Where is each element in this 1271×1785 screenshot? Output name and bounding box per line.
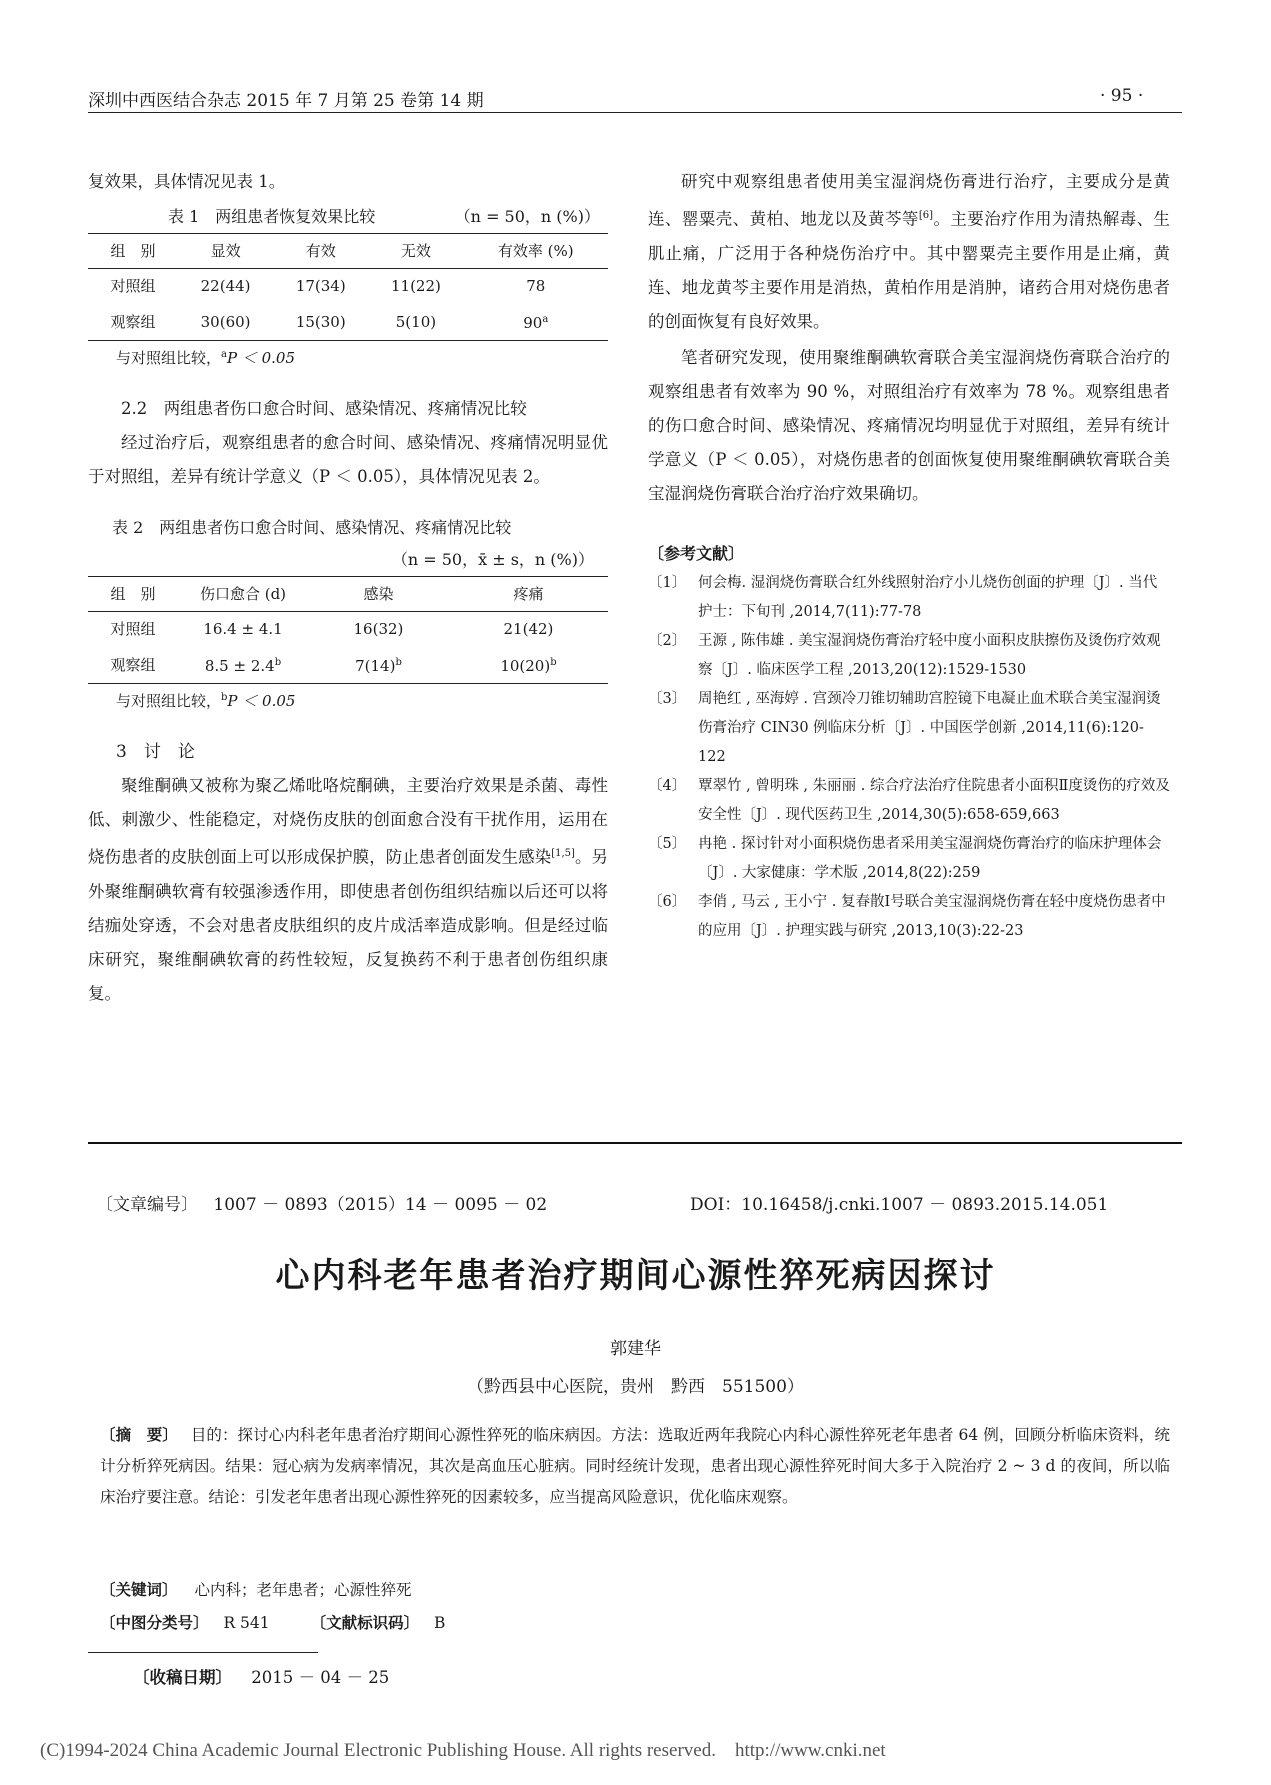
article-separator <box>88 1142 1182 1144</box>
section-3-title: 3 讨 论 <box>116 742 195 762</box>
table-cell: 21(42) <box>503 620 554 638</box>
received-date <box>133 1664 389 1688</box>
table-header-cell: 有效率 (%) <box>464 234 608 269</box>
table-header-row <box>88 577 608 612</box>
reference-item <box>648 888 1170 946</box>
table-cell: 17(34) <box>295 277 346 295</box>
abstract-text: 目的：探讨心内科老年患者治疗期间心源性猝死的临床病因。方法：选取近两年我院心内科心源性猝死老年患者 64 例，回顾分析临床资料，统计分析猝死病因。结果：冠心病为发病率情况，其次是高血压心脏病。同时经统计发现，患者出现心源性猝死时间大多于入院治疗 2 ~ 3 d 的夜间，所以临床治疗要注意。结论：引发老年患者出现心源性猝死的因素较多，应当提高风险意识，优化临床观察。 <box>100 1426 1170 1506</box>
article-author: 郭建华 <box>610 1339 661 1359</box>
table-cell: 对照组 <box>110 277 156 295</box>
keywords <box>100 1575 411 1606</box>
table-cell-value: 90 <box>523 314 543 332</box>
section-2-2-body: 经过治疗后，观察组患者的愈合时间、感染情况、疼痛情况明显优于对照组，差异有统计学意义（P ＜ 0.05），具体情况见表 2。 <box>88 433 608 486</box>
article-title: 心内科老年患者治疗期间心源性猝死病因探讨 <box>275 1256 996 1296</box>
citation: [1,5] <box>551 848 575 859</box>
section-3-body <box>88 769 608 1011</box>
reference-text: 冉艳 . 探讨针对小面积烧伤患者采用美宝湿润烧伤膏治疗的临床护理体会〔J〕. 大家健康：学术版 ,2014,8(22):259 <box>698 835 1162 881</box>
section-3-text: 聚维酮碘又被称为聚乙烯吡咯烷酮碘，主要治疗效果是杀菌、毒性低、刺激少、性能稳定，对烧伤皮肤的创面愈合没有干扰作用，运用在烧伤患者的皮肤创面上可以形成保护膜，防止患者创面发生感染 <box>88 776 608 867</box>
reference-item <box>648 772 1170 830</box>
table-header-cell: 组 别 <box>88 234 178 269</box>
table-cell: 16(32) <box>353 620 404 638</box>
table-cell <box>449 646 608 684</box>
table-cell <box>308 646 449 684</box>
reference-number: 〔5〕 <box>648 835 687 852</box>
table2-caption: 表 2 两组患者伤口愈合时间、感染情况、疼痛情况比较 <box>112 518 512 537</box>
article-id-label: 〔文章编号〕 <box>96 1195 198 1215</box>
reference-item <box>648 685 1170 772</box>
table1-note <box>88 341 608 372</box>
table-row <box>88 303 608 341</box>
right-column <box>648 165 1170 946</box>
received-value: 2015 － 04 － 25 <box>251 1668 390 1687</box>
intro-line: 复效果，具体情况见表 1。 <box>88 172 286 191</box>
significance-mark: b <box>221 692 228 703</box>
reference-text: 李俏 , 马云 , 王小宁 . 复春散Ⅰ号联合美宝湿润烧伤膏在轻中度烧伤患者中的应用〔J〕. 护理实践与研究 ,2013,10(3):22-23 <box>698 893 1166 939</box>
table-row <box>88 612 608 647</box>
copyright-footer: (C)1994-2024 China Academic Journal Electronic Publishing House. All rights reserved. http://www.cnki.net <box>40 1740 886 1761</box>
references-title: 〔参考文献〕 <box>648 543 745 563</box>
table-note-text: 与对照组比较， <box>116 349 222 367</box>
reference-number: 〔4〕 <box>648 777 687 794</box>
doi: DOI：10.16458/j.cnki.1007 － 0893.2015.14.051 <box>690 1195 1109 1215</box>
reference-text: 王源 , 陈伟雄 . 美宝湿润烧伤膏治疗轻中度小面积皮肤擦伤及烫伤疗效观察〔J〕. 临床医学工程 ,2013,20(12):1529-1530 <box>698 632 1161 678</box>
clc-value: R 541 <box>223 1614 270 1632</box>
section-2-2-title: 2.2 两组患者伤口愈合时间、感染情况、疼痛情况比较 <box>121 399 527 418</box>
table-header-cell: 感染 <box>308 577 449 612</box>
doccode-value: B <box>434 1614 446 1632</box>
table1-caption-stat: （n = 50，n (%)） <box>454 207 600 226</box>
keywords-text: 心内科；老年患者；心源性猝死 <box>194 1581 412 1599</box>
significance-mark: a <box>542 314 549 325</box>
journal-header: 深圳中西医结合杂志 2015 年 7 月第 25 卷第 14 期 <box>88 91 484 111</box>
discussion-text: 研究中观察组患者使用美宝湿润烧伤膏进行治疗，主要成分是黄连、罂粟壳、黄柏、地龙以及黄芩等 <box>648 172 1170 229</box>
doccode-label: 〔文献标识码〕 <box>310 1614 420 1632</box>
significance-mark: b <box>274 657 282 668</box>
table-header-cell: 有效 <box>273 234 368 269</box>
table-row <box>88 269 608 304</box>
table-cell <box>464 303 608 341</box>
table-header-cell: 伤口愈合 (d) <box>178 577 308 612</box>
article-affiliation: （黔西县中心医院，贵州 黔西 551500） <box>467 1377 804 1397</box>
references-list <box>648 569 1170 946</box>
citation: [6] <box>918 210 934 221</box>
left-column <box>88 165 608 1011</box>
table1-caption-row <box>88 205 608 229</box>
significance-mark: b <box>550 657 557 668</box>
section-3-text: 。另外聚维酮碘软膏有较强渗透作用，即使患者创伤组织结痂以后还可以将结痂处穿透，不会对患者皮肤组织的皮片成活率造成影响。但是经过临床研究，聚维酮碘软膏的药性较短，反复换药不利于患者创伤组织康复。 <box>88 847 609 1003</box>
abstract-label: 〔摘 要〕 <box>100 1426 178 1444</box>
footnote-rule <box>88 1652 318 1653</box>
header-rule <box>88 112 1182 113</box>
table-cell: 15(30) <box>273 303 368 341</box>
abstract <box>100 1420 1170 1513</box>
table-cell: 对照组 <box>110 620 156 638</box>
table-note-p: P ＜ 0.05 <box>227 692 296 710</box>
keywords-label: 〔关键词〕 <box>100 1581 178 1599</box>
table-cell: 30(60) <box>178 303 273 341</box>
table-cell: 78 <box>526 277 546 295</box>
reference-item <box>648 569 1170 627</box>
discussion-text: 。主要治疗作用为清热解毒、生肌止痛，广泛用于各种烧伤治疗中。其中罂粟壳主要作用是止痛，黄连、地龙黄芩主要作用是消热，黄柏作用是消肿，诸药合用对烧伤患者的创面恢复有良好效果。 <box>648 209 1171 331</box>
significance-mark: a <box>221 349 227 360</box>
classification <box>100 1608 445 1639</box>
article-id <box>96 1190 547 1215</box>
table-cell: 观察组 <box>88 646 178 684</box>
table-cell-value: 8.5 ± 2.4 <box>204 657 275 675</box>
table-cell: 22(44) <box>200 277 251 295</box>
table-header-cell: 显效 <box>178 234 273 269</box>
table1 <box>88 233 608 341</box>
reference-text: 周艳红 , 巫海婷 . 宫颈冷刀锥切辅助宫腔镜下电凝止血术联合美宝湿润烫伤膏治疗 CIN30 例临床分析〔J〕. 中国医学创新 ,2014,11(6):120-122 <box>698 690 1161 765</box>
table-header-cell: 组 别 <box>88 577 178 612</box>
reference-number: 〔2〕 <box>648 632 687 649</box>
reference-item <box>648 830 1170 888</box>
table1-caption: 表 1 两组患者恢复效果比较 <box>168 207 376 226</box>
page-number: · 95 · <box>1100 86 1144 106</box>
reference-text: 覃翠竹 , 曾明珠 , 朱丽丽 . 综合疗法治疗住院患者小面积Ⅱ度烫伤的疗效及安全性〔J〕. 现代医药卫生 ,2014,30(5):658-659,663 <box>698 777 1170 823</box>
table-cell: 5(10) <box>368 303 463 341</box>
table-header-cell: 疼痛 <box>449 577 608 612</box>
clc-label: 〔中图分类号〕 <box>100 1614 209 1632</box>
article-id-value: 1007 － 0893（2015）14 － 0095 － 02 <box>213 1195 548 1215</box>
table-cell: 16.4 ± 4.1 <box>203 620 283 638</box>
table2-caption-stat: （n = 50，x̄ ± s，n (%)） <box>391 550 594 569</box>
significance-mark: b <box>395 657 402 668</box>
table-cell: 观察组 <box>88 303 178 341</box>
reference-number: 〔1〕 <box>648 574 687 591</box>
table2 <box>88 576 608 684</box>
reference-number: 〔6〕 <box>648 893 687 910</box>
table-header-row <box>88 234 608 269</box>
table-cell-value: 10(20) <box>500 657 551 675</box>
received-label: 〔收稿日期〕 <box>133 1668 232 1687</box>
table-cell <box>178 646 308 684</box>
table-cell: 11(22) <box>390 277 441 295</box>
reference-number: 〔3〕 <box>648 690 687 707</box>
table-note-p: P ＜ 0.05 <box>226 349 296 367</box>
table-cell-value: 7(14) <box>355 657 396 675</box>
reference-text: 何会梅. 湿润烧伤膏联合红外线照射治疗小儿烧伤创面的护理〔J〕. 当代护士：下旬刊 ,2014,7(11):77-78 <box>698 574 1158 620</box>
discussion-para-2: 笔者研究发现，使用聚维酮碘软膏联合美宝湿润烧伤膏联合治疗的观察组患者有效率为 90 %，对照组治疗有效率为 78 %。观察组患者的伤口愈合时间、感染情况、疼痛情况均明显优于对照组，差异有统计学意义（P ＜ 0.05），对烧伤患者的创面恢复使用聚维酮碘软膏联合美宝湿润烧伤膏联合治疗治疗效果确切。 <box>648 347 1170 503</box>
table2-note <box>88 684 608 715</box>
discussion-para-1 <box>648 165 1170 339</box>
reference-item <box>648 627 1170 685</box>
table-note-text: 与对照组比较， <box>116 692 222 710</box>
table-row <box>88 646 608 684</box>
table-header-cell: 无效 <box>368 234 463 269</box>
